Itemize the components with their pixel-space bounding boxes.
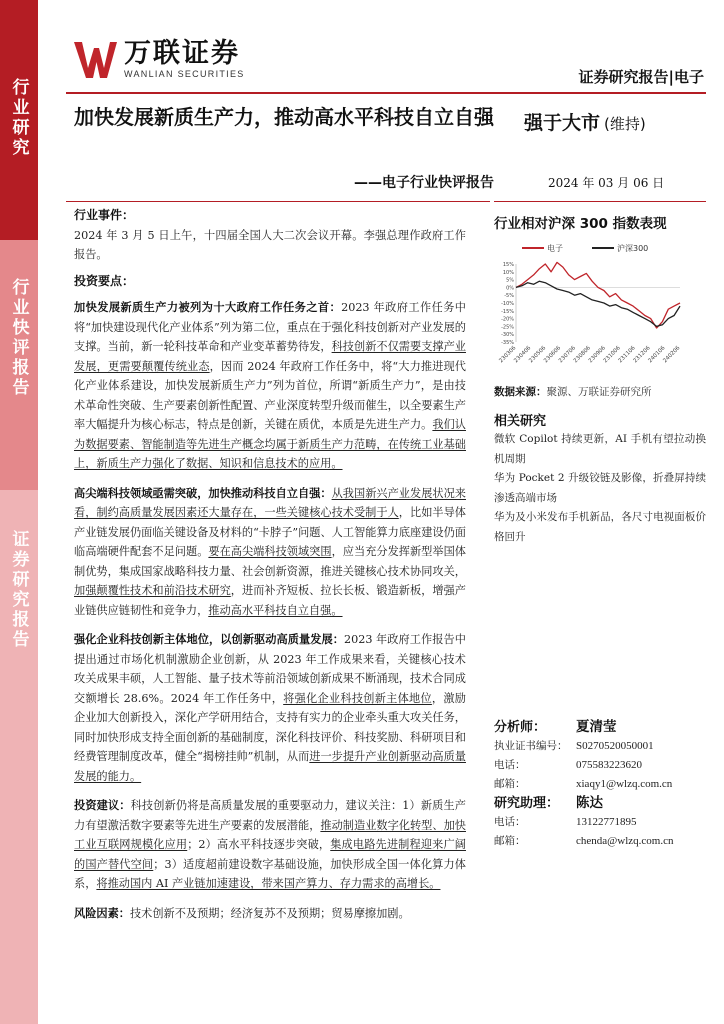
chart-canvas xyxy=(494,238,706,376)
left-divider xyxy=(66,201,490,202)
header-divider xyxy=(66,92,706,94)
report-title: 加快发展新质生产力，推动高水平科技自立自强 xyxy=(74,105,494,129)
analyst-label: 分析师： xyxy=(494,720,547,735)
cert-number: S0270520050001 xyxy=(576,740,654,752)
data-source: 数据来源：聚源、万联证券研究所 xyxy=(494,386,652,398)
y-tick-label: 15% xyxy=(502,262,514,268)
tel-label: 电话： xyxy=(494,759,526,771)
risk-factors: 风险因素：技术创新不及预期；经济复苏不及预期；贸易摩擦加剧。 xyxy=(74,906,410,920)
legend-label: 沪深300 xyxy=(617,244,649,253)
y-tick-label: 0% xyxy=(506,285,514,292)
ribbon-segment-securities-research xyxy=(0,490,38,1024)
related-research-list xyxy=(494,430,706,547)
point-tech-self-reliance: 高尖端科技领域亟需突破，加快推动科技自立自强：从我国新兴产业发展状况来看，制约高质量发展因素还大量存在，一些关键核心技术受制于人，比如半导体产业链发展仍面临关键设备及材料的“卡脖子”问题、人工智能算力底座建设仍面临高端硬件配套不足问题。要在高尖端科技领域突围，应当充分发挥新型举国体制优势，集成国家战略科技力量、社会创新资源，推进关键核心技术协同攻关，加强颠覆性技术和前沿技术研究，进而补齐短板、拉长长板、锻造新板，增强产业链供应链韧性和竞争力，推动高水平科技自立自强。 xyxy=(74,486,466,617)
x-tick-label: 230906 xyxy=(587,345,607,365)
side-ribbon xyxy=(0,0,38,1024)
wanlian-logo-icon xyxy=(72,38,118,80)
report-category: 证券研究报告|电子 xyxy=(578,68,704,86)
industry-rating xyxy=(524,108,646,135)
mail-label: 邮箱： xyxy=(494,835,526,847)
right-divider xyxy=(494,201,706,202)
ribbon-label: 行业研究 xyxy=(8,78,29,158)
assistant-email[interactable]: chenda@wlzq.com.cn xyxy=(576,835,674,847)
legend-label: 电子 xyxy=(547,244,563,253)
point-investment-advice: 投资建议：科技创新仍将是高质量发展的重要驱动力，建议关注：1）新质生产力有望激活数字要素等先进生产要素的发展潜能，推动制造业数字化转型、加快工业互联网规模化应用；2）高水平科技逐步突破，集成电路先进制程迎来广阔的国产替代空间；3）适度超前建设数字基础设施，加快形成全国一体化算力体系，将推动国内 AI 产业链加速建设，带来国产算力、存力需求的高增长。 xyxy=(74,799,466,890)
related-research-heading: 相关研究 xyxy=(494,414,547,429)
related-item[interactable]: 微软 Copilot 持续更新，AI 手机有望拉动换机周期 xyxy=(494,433,706,465)
report-subtitle: ——电子行业快评报告 xyxy=(354,175,494,191)
rating-note: (维持) xyxy=(604,115,646,133)
related-item[interactable]: 华为 Pocket 2 升级铰链及影像，折叠屏持续渗透高端市场 xyxy=(494,472,706,504)
x-tick-label: 230506 xyxy=(528,345,548,365)
x-tick-label: 231006 xyxy=(602,345,622,365)
logo-chinese-name: 万联证券 xyxy=(124,38,240,69)
x-tick-label: 231206 xyxy=(632,345,652,365)
x-tick-label: 230706 xyxy=(557,345,578,365)
point-enterprise-innovation: 强化企业科技创新主体地位，以创新驱动高质量发展：2023 年政府工作报告中提出通过市场化机制激励企业创新，从 2023 年工作成果来看，关键核心技术攻关成果丰硕，人工智能、量子技术等前沿领域创新成果不断涌现，技术合同成交额增长 28.6%。2024 年工作任务中，将强化企业科技创新主体地位，激励企业加大创新投入，深化产学研用结合，支持有实力的企业牵头重大攻关任务，同时加快形成支持全面创新的基础制度，深化科技评价、科技奖励、科研项目和经费管理制度改革，健全“揭榜挂帅”机制，从而进一步提升产业创新驱动高质量发展的能力。 xyxy=(74,633,466,783)
y-tick-label: 10% xyxy=(502,269,514,276)
x-tick-label: 230806 xyxy=(572,345,592,365)
logo-english-name: WANLIAN SECURITIES xyxy=(124,69,245,79)
x-tick-label: 230606 xyxy=(543,345,563,365)
y-tick-label: -5% xyxy=(504,293,514,300)
key-points-heading: 投资要点： xyxy=(74,273,135,288)
series-line-electronics xyxy=(516,262,680,328)
main-content xyxy=(74,206,466,923)
y-tick-label: -30% xyxy=(501,332,514,339)
rating-value: 强于大市 xyxy=(524,112,601,134)
analyst-email[interactable]: xiaqy1@wlzq.com.cn xyxy=(576,778,673,790)
x-tick-label: 230406 xyxy=(513,345,533,365)
assistant-tel: 13122771895 xyxy=(576,816,637,828)
event-heading: 行业事件： xyxy=(74,208,135,222)
point-new-productivity: 加快发展新质生产力被列为十大政府工作任务之首：2023 年政府工作任务中将“加快建设现代化产业体系”列为第二位，重点在于强化科技创新对产业发展的支撑。当前，新一轮科技革命和产业变革蓄势待发，科技创新不仅需要支撑产业发展，更需要颠覆传统业态，因而 2024 年政府工作任务中，将“大力推进现代化产业体系建设，加快发展新质生产力”列为首位，所谓“新质生产力”，是由技术革命性突破、生产要素创新性配置、产业深度转型升级而催生，以全要素生产率大幅提升为核心标志，特点是创新，关键在质优，本质是先进生产力。我们认为数据要素、智能制造等先进生产概念均属于新质生产力范畴，在传统工业基础上，新质生产力强化了数据、知识和信息技术的应用。 xyxy=(74,301,466,470)
tel-label: 电话： xyxy=(494,816,526,828)
ribbon-segment-report-type xyxy=(0,240,38,490)
analyst-tel: 075583223620 xyxy=(576,759,642,771)
y-tick-label: -15% xyxy=(501,308,514,315)
assistant-name: 陈达 xyxy=(576,795,603,811)
x-tick-label: 240206 xyxy=(662,345,682,365)
y-tick-label: -20% xyxy=(501,316,514,323)
y-tick-label: -10% xyxy=(501,301,514,307)
chart-title: 行业相对沪深 300 指数表现 xyxy=(494,216,667,232)
x-tick-label: 230306 xyxy=(498,345,518,365)
analyst-info xyxy=(494,718,706,851)
ribbon-label: 行业快评报告 xyxy=(8,278,29,398)
analyst-name: 夏清莹 xyxy=(576,719,617,735)
ribbon-segment-industry-research xyxy=(0,0,38,240)
ribbon-label: 证券研究报告 xyxy=(8,530,29,650)
y-tick-label: -35% xyxy=(501,340,514,346)
assistant-label: 研究助理： xyxy=(494,796,560,811)
event-text: 2024 年 3 月 5 日上午，十四届全国人大二次会议开幕。李强总理作政府工作报告。 xyxy=(74,228,466,261)
company-logo xyxy=(72,38,245,80)
report-date: 2024 年 03 月 06 日 xyxy=(548,176,665,190)
cert-label: 执业证书编号： xyxy=(494,740,568,752)
x-tick-label: 231106 xyxy=(617,345,637,365)
mail-label: 邮箱： xyxy=(494,778,526,790)
y-tick-label: -25% xyxy=(501,324,514,331)
x-tick-label: 240106 xyxy=(647,345,667,365)
y-tick-label: 5% xyxy=(506,277,514,284)
index-performance-chart xyxy=(494,238,706,376)
related-item[interactable]: 华为及小米发布手机新品，各尺寸电视面板价格回升 xyxy=(494,511,706,543)
